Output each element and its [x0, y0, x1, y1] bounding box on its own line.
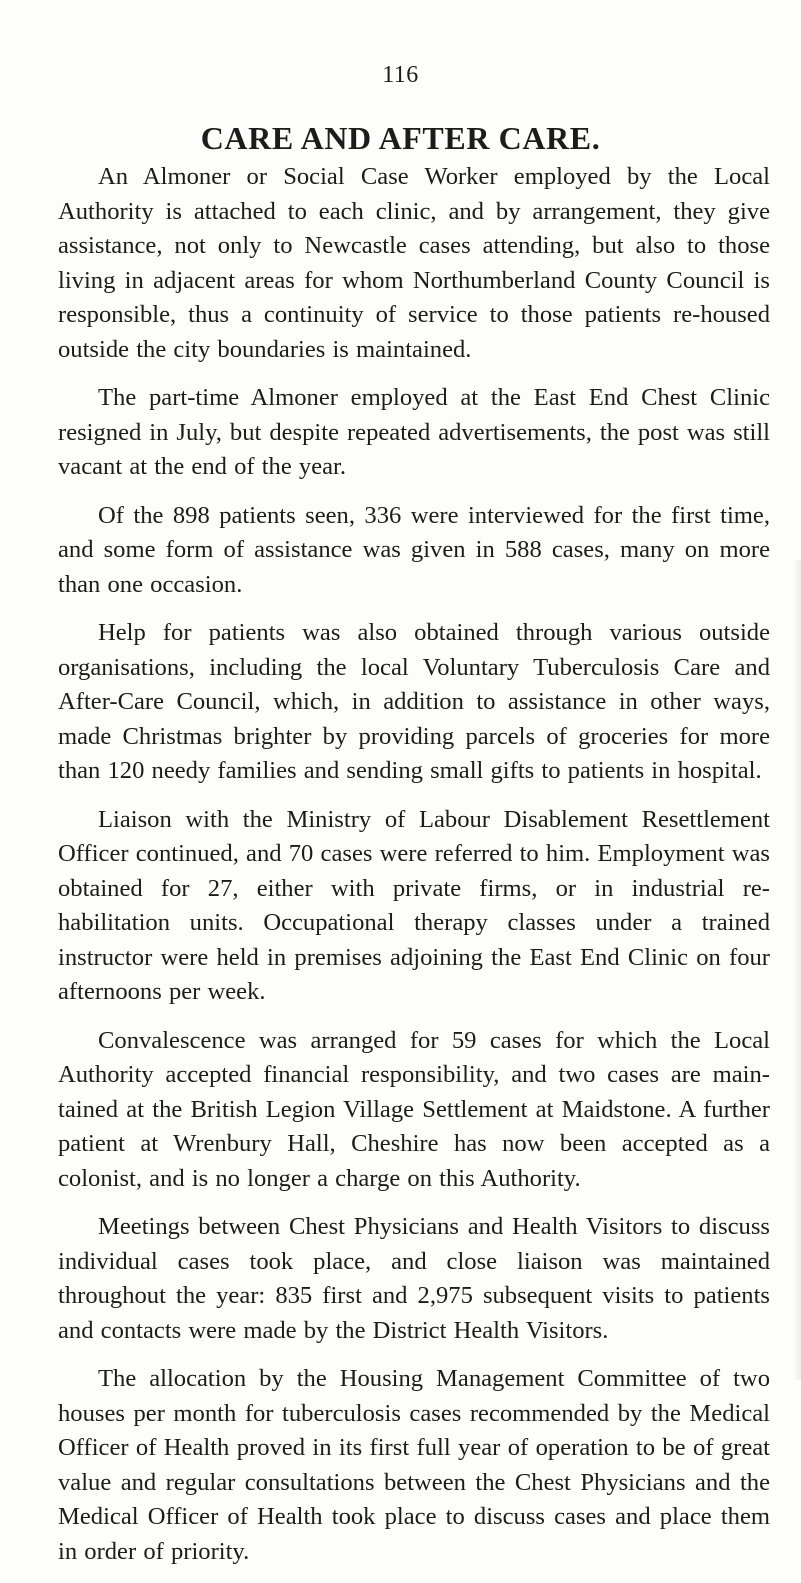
paragraph-patients-seen: Of the 898 patients seen, 336 were interviewed for the first time, and some form of assistance was given in 588 cases, many on more than one occasion.	[58, 501, 770, 598]
paragraph-ministry-liaison: Liaison with the Ministry of Labour Disablement Resettlement Officer continued, and 70 cases were referred to him. Employment was obtained for 27, either with private firms, or in industrial re-habilitation units. Occupational therapy classes under a trained instructor were held in premises adjoining the East End Clinic on four afternoons per week.	[58, 805, 770, 1005]
body-text	[58, 160, 770, 1583]
paragraph-health-visitors: Meetings between Chest Physicians and Health Visitors to discuss individual cases took place, and close liaison was maintained throughout the year: 835 first and 2,975 subsequent visits to patients and contacts were made by the District Health Visitors.	[58, 1213, 770, 1344]
paragraph-convalescence: Convalescence was arranged for 59 cases for which the Local Authority accepted financial responsibility, and two cases are main-tained at the British Legion Village Settlement at Maidstone. A further patient at Wrenbury Hall, Cheshire has now been accepted as a colonist, and is no longer a charge on this Authority.	[58, 1026, 770, 1192]
page-title: CARE AND AFTER CARE.	[200, 120, 601, 156]
paragraph-part-time-almoner: The part-time Almoner employed at the East End Chest Clinic resigned in July, but despite repeated advertisements, the post was still vacant at the end of the year.	[58, 384, 770, 480]
paragraph-housing-allocation: The allocation by the Housing Management Committee of two houses per month for tuberculosis cases recommended by the Medical Officer of Health proved in its first full year of operation to be of great value and regular consultations between the Chest Physicians and the Medical Officer of Health took place to discuss cases and place them in order of priority.	[58, 1365, 770, 1565]
page-number: 116	[382, 62, 419, 88]
paragraph-almoner: An Almoner or Social Case Worker employed by the Local Authority is attached to each clinic, and by arrangement, they give assistance, not only to Newcastle cases attending, but also to those living in adjacent areas for whom Northumberland County Council is responsible, thus a continuity of service to those patients re-housed outside the city boundaries is maintained.	[58, 163, 770, 363]
page-edge-shadow	[793, 560, 801, 1380]
paragraph-outside-organisations: Help for patients was also obtained through various outside organisations, including the local Voluntary Tuberculosis Care and After-Care Council, which, in addition to assistance in other ways, made Christmas brighter by providing parcels of groceries for more than 120 needy families and sending small gifts to patients in hospital.	[58, 619, 770, 784]
